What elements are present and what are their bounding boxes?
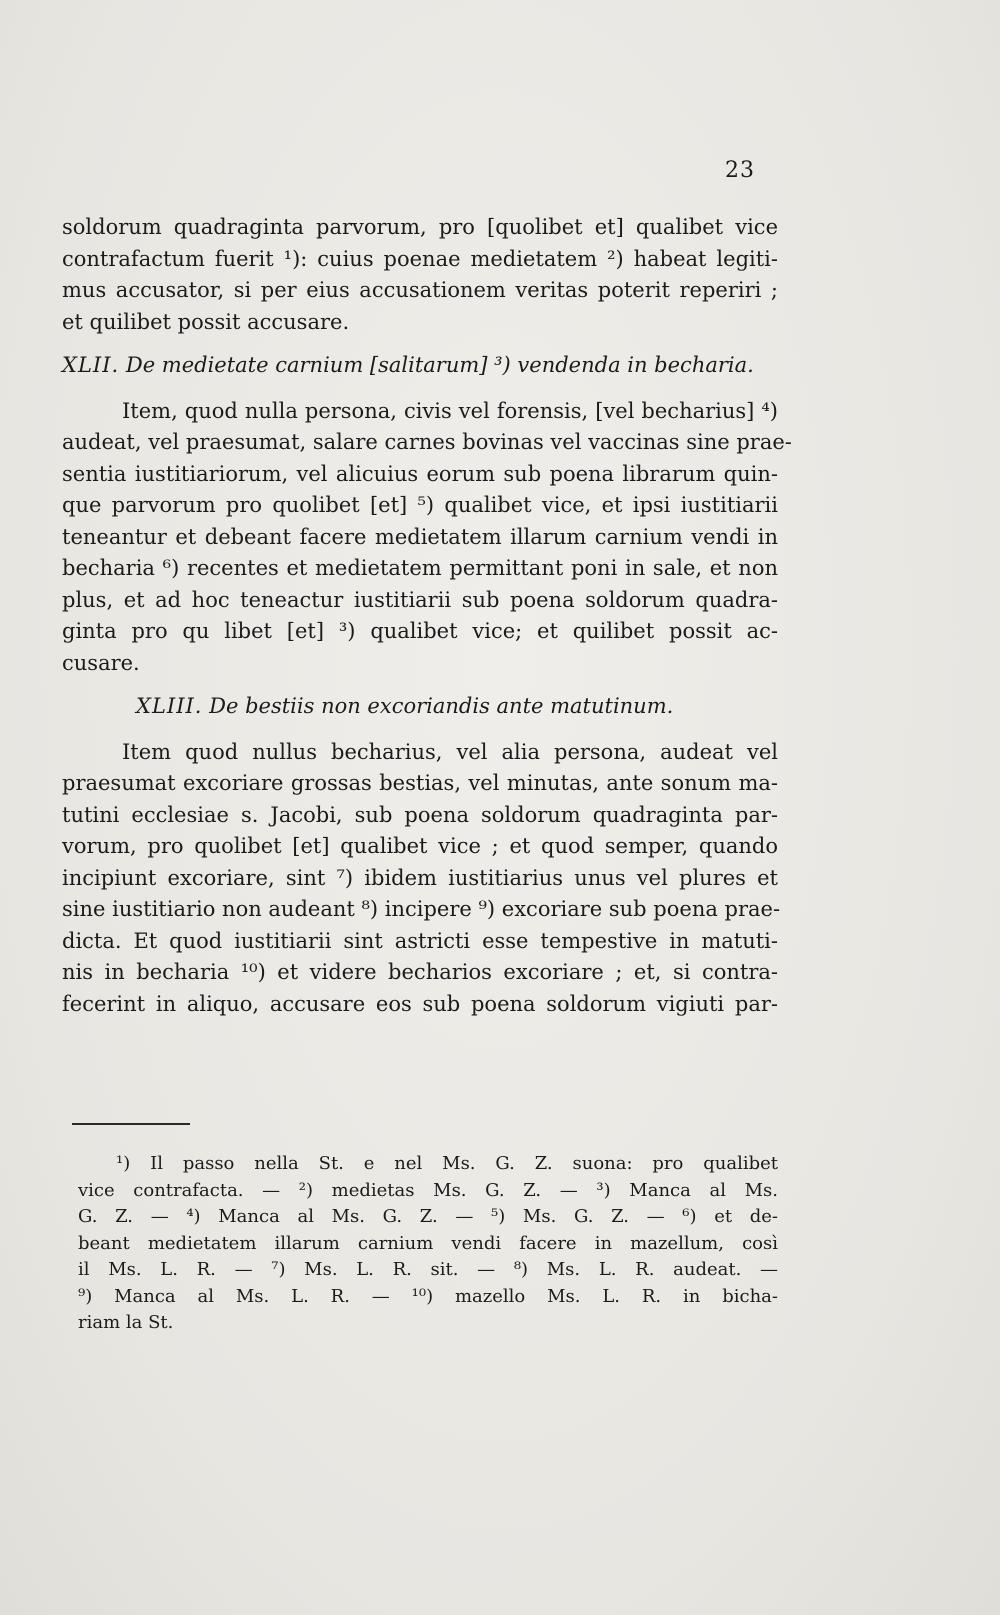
text-line: incipiunt excoriare, sint ⁷) ibidem iustitiarius unus vel plures et: [62, 865, 778, 890]
section-title: De bestiis non excoriandis ante matutinum.: [209, 694, 674, 718]
text-line: vorum, pro quolibet [et] qualibet vice ; et quod semper, quando: [62, 834, 778, 858]
paragraph-1: [62, 212, 778, 338]
text-line: becharia ⁶) recentes et medietatem permittant poni in sale, et non: [62, 556, 778, 580]
text-line: soldorum quadraginta parvorum, pro [quolibet et] qualibet vice: [62, 215, 778, 239]
text-line: Item, quod nulla persona, civis vel forensis, [vel becharius] ⁴): [122, 398, 778, 423]
text-line: Item quod nullus becharius, vel alia persona, audeat vel: [122, 739, 778, 764]
text-line: et quilibet possit accusare.: [62, 309, 350, 334]
footnote-line: il Ms. L. R. — ⁷) Ms. L. R. sit. — ⁸) Ms. L. R. audeat. —: [78, 1259, 778, 1280]
text-line: dicta. Et quod iustitiarii sint astricti esse tempestive in matuti-: [62, 928, 778, 953]
text-line: praesumat excoriare grossas bestias, vel minutas, ante sonum ma-: [62, 771, 778, 795]
text-line: que parvorum pro quolibet [et] ⁵) qualibet vice, et ipsi iustitiarii: [62, 493, 778, 517]
section-heading-xlii: [62, 350, 778, 382]
footnote-line: ⁹) Manca al Ms. L. R. — ¹⁰) mazello Ms. L. R. in bicha-: [78, 1285, 778, 1307]
footnote-line: riam la St.: [78, 1312, 174, 1333]
paragraph-2: [62, 396, 792, 680]
footnote-divider: [72, 1123, 190, 1125]
text-line: cusare.: [62, 650, 140, 675]
text-line: contrafactum fuerit ¹): cuius poenae medietatem ²) habeat legiti-: [62, 246, 778, 271]
footnote-line: G. Z. — ⁴) Manca al Ms. G. Z. — ⁵) Ms. G. Z. — ⁶) et de-: [78, 1206, 778, 1227]
text-line: fecerint in aliquo, accusare eos sub poena soldorum vigiuti par-: [62, 991, 778, 1016]
text-line: sine iustitiario non audeant ⁸) incipere ⁹) excoriare sub poena prae-: [62, 897, 781, 921]
main-text: [62, 212, 792, 1020]
section-title: De medietate carnium [salitarum] ³) vendenda in becharia.: [125, 353, 754, 377]
text-line: tutini ecclesiae s. Jacobi, sub poena soldorum quadraginta par-: [62, 802, 778, 827]
text-line: ginta pro qu libet [et] ³) qualibet vice; et quilibet possit ac-: [62, 619, 778, 643]
section-heading-xliii: [62, 691, 778, 723]
text-line: plus, et ad hoc teneactur iustitiarii sub poena soldorum quadra-: [62, 587, 778, 612]
paragraph-3: [62, 737, 781, 1021]
footnote-line: ¹) Il passo nella St. e nel Ms. G. Z. suona: pro qualibet: [116, 1153, 778, 1174]
page-number: 23: [725, 158, 755, 183]
section-number: XLII.: [62, 353, 120, 377]
text-line: teneantur et debeant facere medietatem illarum carnium vendi in: [62, 524, 778, 549]
footnote-line: beant medietatem illarum carnium vendi facere in mazellum, così: [78, 1232, 778, 1254]
text-line: mus accusator, si per eius accusationem veritas poterit reperiri ;: [62, 278, 778, 302]
text-line: nis in becharia ¹⁰) et videre becharios excoriare ; et, si contra-: [62, 960, 778, 984]
text-line: sentia iustitiariorum, vel alicuius eorum sub poena librarum quin-: [62, 461, 778, 486]
section-number: XLIII.: [136, 694, 203, 718]
footnotes: [78, 1151, 778, 1337]
footnote-line: vice contrafacta. — ²) medietas Ms. G. Z. — ³) Manca al Ms.: [78, 1179, 778, 1201]
text-line: audeat, vel praesumat, salare carnes bovinas vel vaccinas sine prae-: [62, 430, 792, 454]
